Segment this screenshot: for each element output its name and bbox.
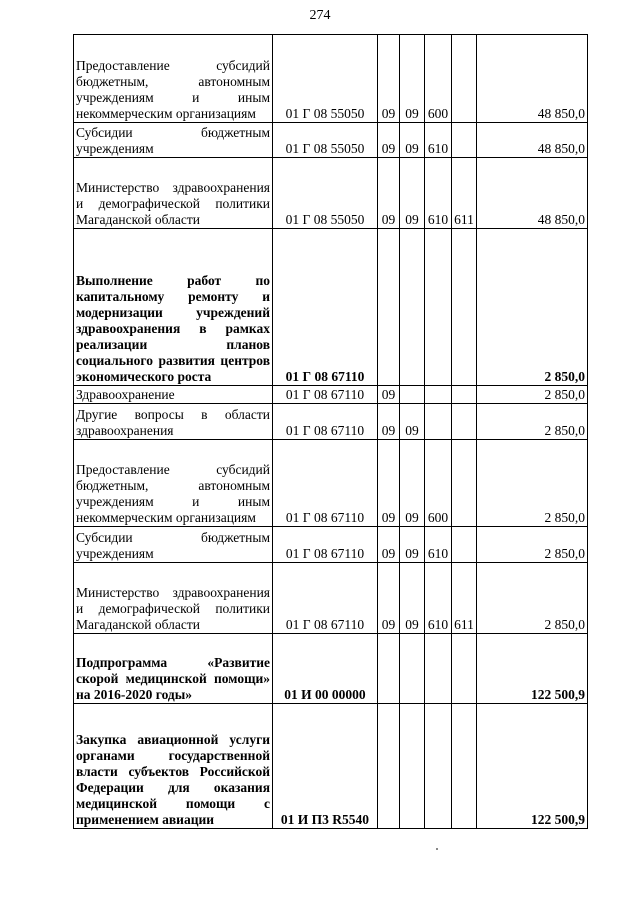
row-amount: 48 850,0 [477,123,588,158]
row-name: Субсидии бюджетным учреждениям [74,527,273,563]
row-amount: 2 850,0 [477,404,588,440]
row-expense-type [425,386,452,404]
row-expense-subtype [452,123,477,158]
row-section [378,704,400,829]
row-subsection: 09 [400,123,425,158]
row-section: 09 [378,440,400,527]
row-code: 01 Г 08 55050 [273,35,378,123]
row-section: 09 [378,527,400,563]
row-subsection [400,634,425,704]
row-subsection [400,229,425,386]
table-row [74,123,588,158]
row-expense-type: 600 [425,35,452,123]
table-row [74,563,588,634]
row-subsection: 09 [400,404,425,440]
row-expense-type: 610 [425,123,452,158]
row-amount: 122 500,9 [477,634,588,704]
table-row [74,404,588,440]
table-row [74,704,588,829]
row-subsection: 09 [400,35,425,123]
row-amount: 2 850,0 [477,440,588,527]
row-code: 01 Г 08 67110 [273,563,378,634]
row-amount: 48 850,0 [477,35,588,123]
row-expense-type [425,404,452,440]
row-amount: 2 850,0 [477,563,588,634]
row-code: 01 И П3 R5540 [273,704,378,829]
row-amount: 122 500,9 [477,704,588,829]
row-expense-subtype [452,229,477,386]
row-code: 01 Г 08 67110 [273,229,378,386]
row-expense-type: 610 [425,563,452,634]
row-expense-subtype [452,386,477,404]
row-name: Здравоохранение [74,386,273,404]
table-row [74,440,588,527]
row-expense-subtype [452,704,477,829]
row-expense-subtype: 611 [452,563,477,634]
row-amount: 2 850,0 [477,527,588,563]
row-name: Закупка авиационной услуги органами государственной власти субъектов Российской Федерации для оказания медицинской помощи с применением авиации [74,704,273,829]
row-expense-type: 600 [425,440,452,527]
row-subsection: 09 [400,158,425,229]
row-section: 09 [378,563,400,634]
table-row [74,634,588,704]
row-subsection [400,704,425,829]
row-name: Субсидии бюджетным учреждениям [74,123,273,158]
table-row [74,158,588,229]
row-name: Выполнение работ по капитальному ремонту и модернизации учреждений здравоохранения в рамках реализации планов социального развития центров экономического роста [74,229,273,386]
row-code: 01 Г 08 67110 [273,386,378,404]
row-section [378,229,400,386]
row-subsection: 09 [400,440,425,527]
row-subsection: 09 [400,527,425,563]
row-code: 01 И 00 00000 [273,634,378,704]
row-expense-subtype [452,634,477,704]
row-name: Министерство здравоохранения и демографической политики Магаданской области [74,158,273,229]
row-expense-type: 610 [425,158,452,229]
row-name: Другие вопросы в области здравоохранения [74,404,273,440]
row-section: 09 [378,158,400,229]
row-amount: 2 850,0 [477,229,588,386]
row-subsection: 09 [400,563,425,634]
row-expense-subtype [452,404,477,440]
row-name: Министерство здравоохранения и демографической политики Магаданской области [74,563,273,634]
table-row [74,35,588,123]
table-row [74,229,588,386]
row-expense-type [425,229,452,386]
row-expense-type [425,634,452,704]
page-number: 274 [309,8,331,23]
row-section: 09 [378,35,400,123]
row-expense-subtype: 611 [452,158,477,229]
row-name: Предоставление субсидий бюджетным, автономным учреждениям и иным некоммерческим организациям [74,35,273,123]
row-section: 09 [378,386,400,404]
row-name: Предоставление субсидий бюджетным, автономным учреждениям и иным некоммерческим организациям [74,440,273,527]
row-section [378,634,400,704]
row-code: 01 Г 08 67110 [273,440,378,527]
row-code: 01 Г 08 67110 [273,527,378,563]
row-section: 09 [378,404,400,440]
row-expense-subtype [452,440,477,527]
row-code: 01 Г 08 55050 [273,123,378,158]
row-expense-subtype [452,35,477,123]
row-code: 01 Г 08 67110 [273,404,378,440]
budget-table [73,34,588,829]
row-code: 01 Г 08 55050 [273,158,378,229]
row-subsection [400,386,425,404]
row-expense-type [425,704,452,829]
scan-speck [436,848,438,850]
table-row [74,386,588,404]
row-name: Подпрограмма «Развитие скорой медицинской помощи» на 2016-2020 годы» [74,634,273,704]
row-amount: 2 850,0 [477,386,588,404]
row-section: 09 [378,123,400,158]
row-expense-type: 610 [425,527,452,563]
row-amount: 48 850,0 [477,158,588,229]
row-expense-subtype [452,527,477,563]
table-row [74,527,588,563]
